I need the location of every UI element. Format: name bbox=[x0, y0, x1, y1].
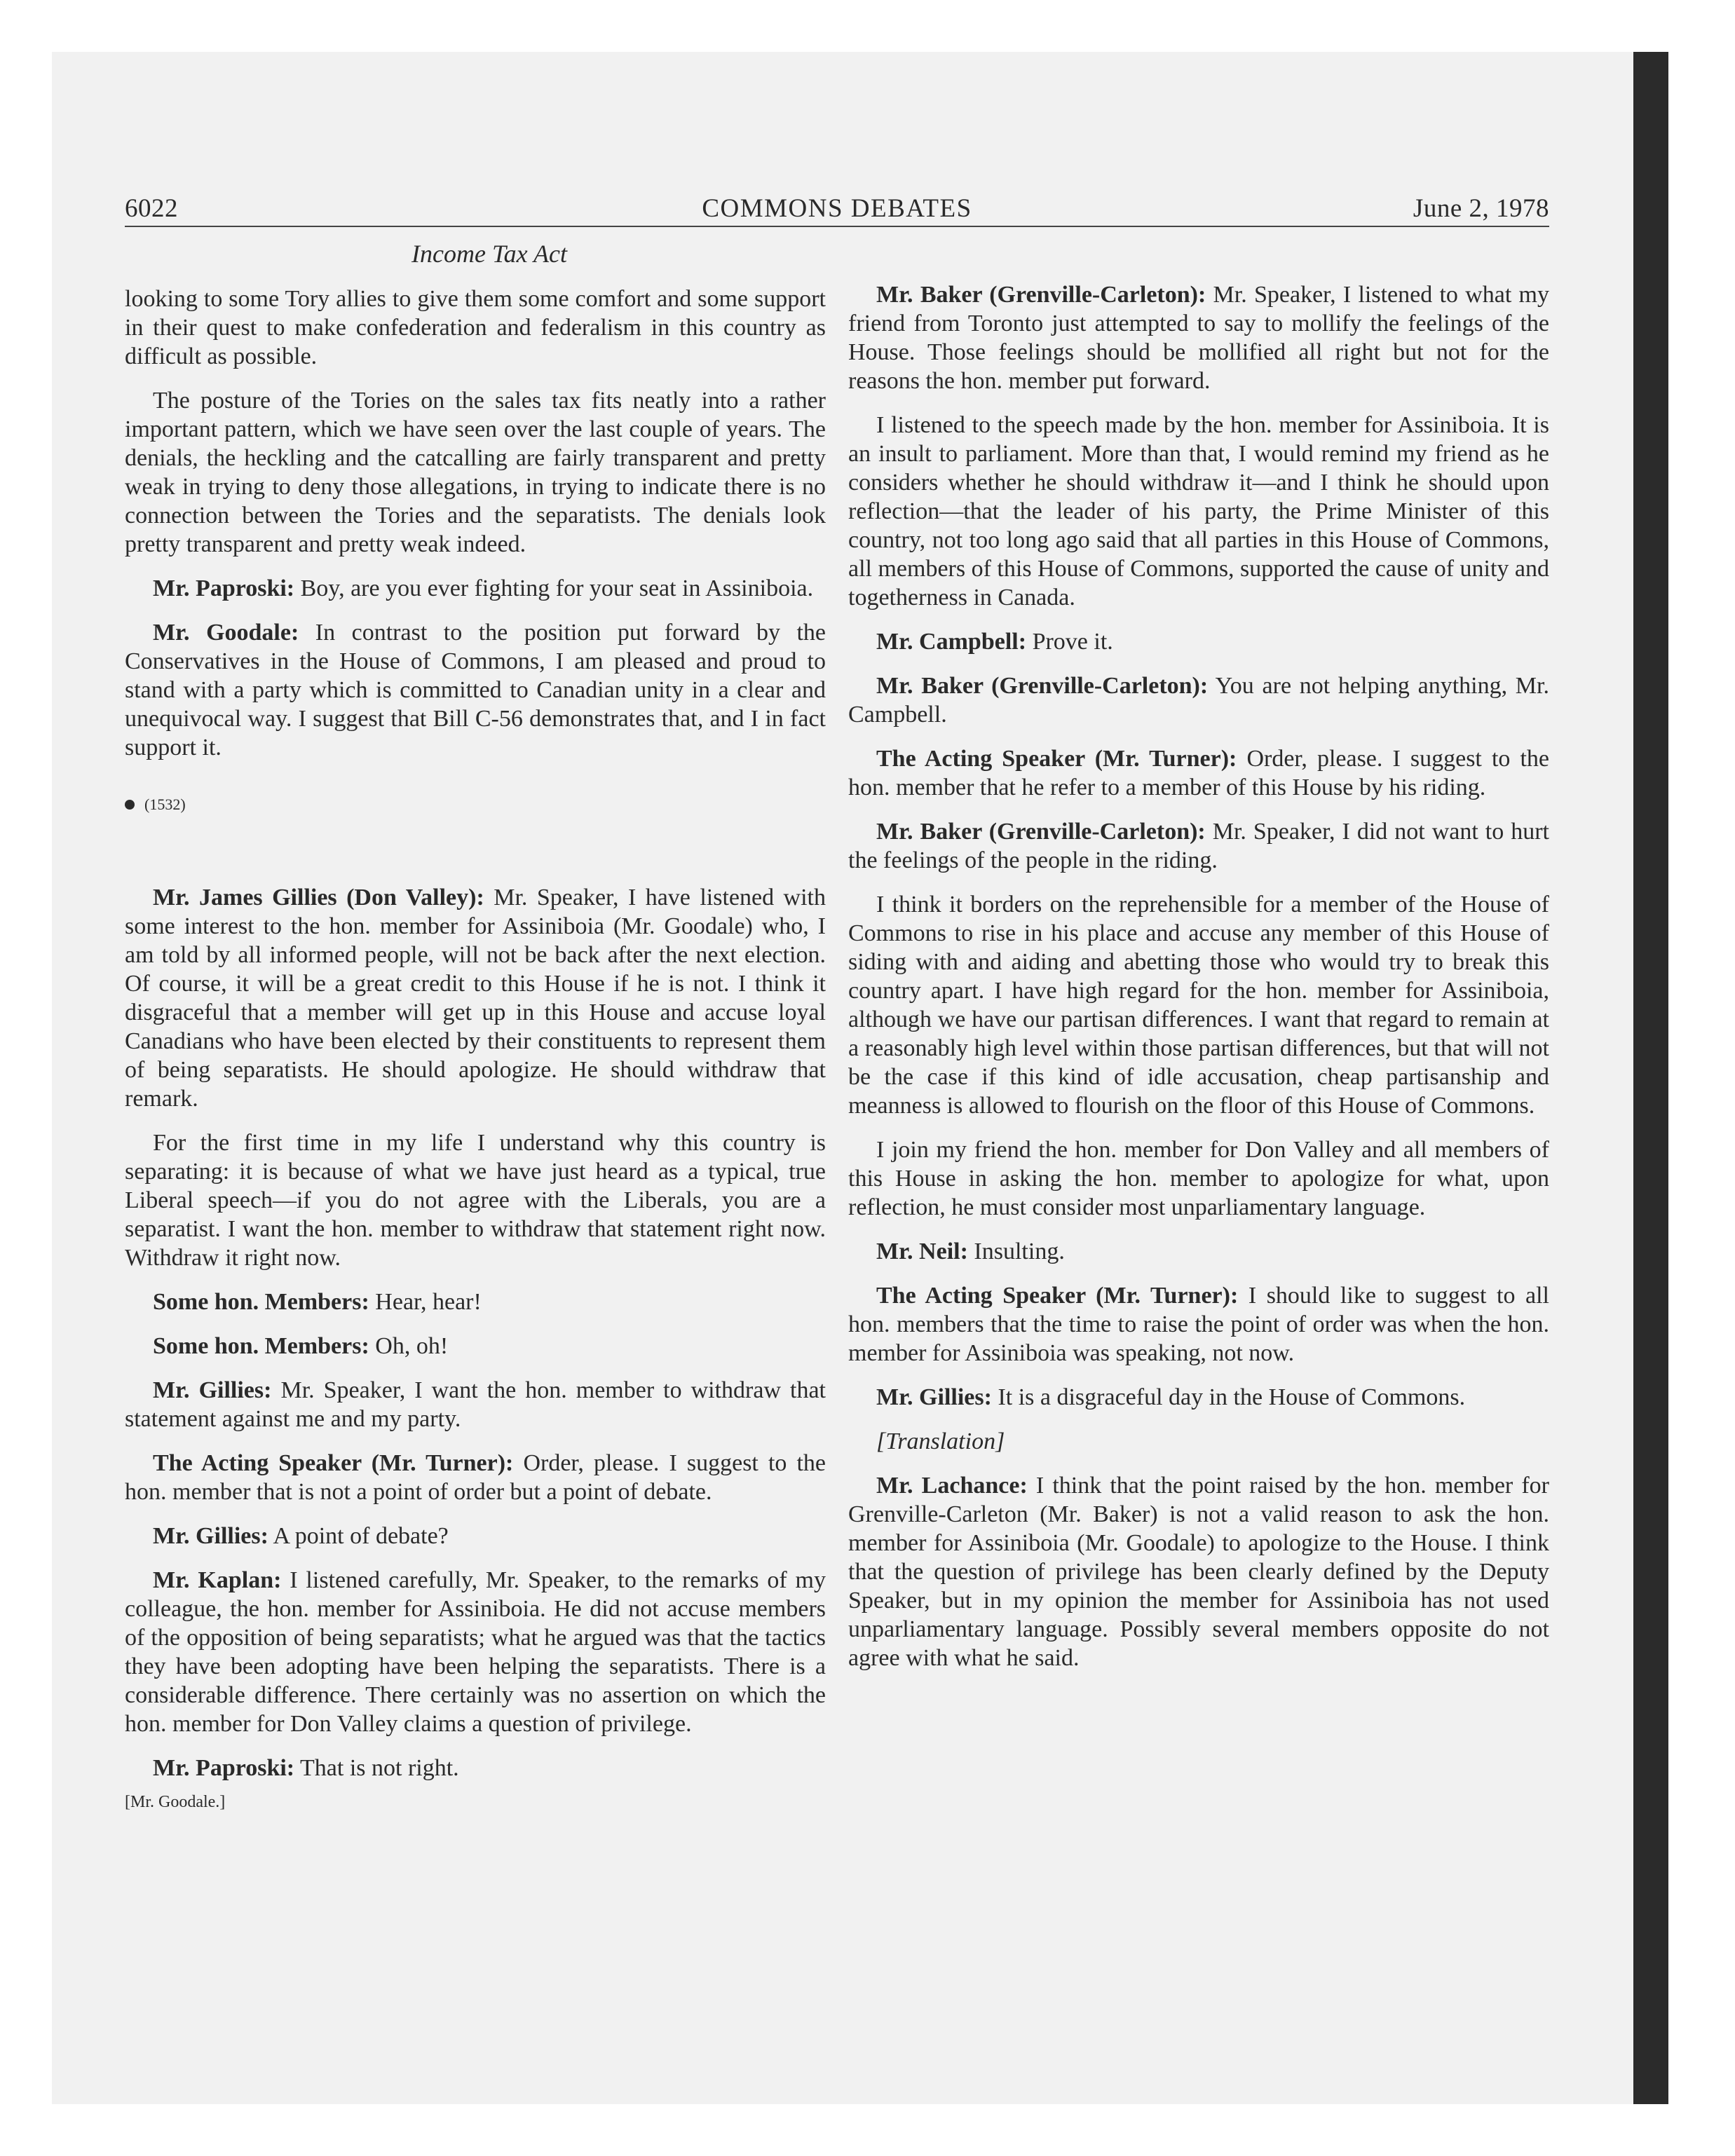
page-number: 6022 bbox=[125, 194, 178, 223]
speaker-name: The Acting Speaker (Mr. Turner): bbox=[153, 1450, 514, 1476]
speaker-name: Mr. Baker (Grenville-Carleton): bbox=[876, 819, 1206, 845]
speech bbox=[125, 883, 826, 1113]
paragraph: The posture of the Tories on the sales tax fits neatly into a rather important pattern, which we have seen over the last couple of years. The denials, the heckling and the catcalling are fairly transparent and pretty weak in trying to deny those allegations, in trying to indicate there is no connection between the Tories and the separatists. The denials look pretty transparent and pretty weak indeed. bbox=[125, 388, 826, 557]
speaker-name: The Acting Speaker (Mr. Turner): bbox=[876, 746, 1237, 772]
bullet-icon bbox=[125, 800, 135, 810]
speaker-name: Mr. Campbell: bbox=[876, 629, 1027, 655]
speech bbox=[125, 618, 826, 762]
speaker-name: Mr. Neil: bbox=[876, 1239, 968, 1264]
scan-edge-bar bbox=[1633, 52, 1668, 2104]
speech-text: I think that the point raised by the hon. member for Grenville-Carleton (Mr. Baker) is not a valid reason to ask the hon. member for Assiniboia (Mr. Goodale) to apologize to the House. I think that the question of privilege has been clearly defined by the Deputy Speaker, but in my opinion the member for Assiniboia has not used unparliamentary language. Possibly several members opposite do not agree with what he said. bbox=[848, 1473, 1550, 1671]
speech bbox=[848, 817, 1549, 875]
speech bbox=[125, 1522, 826, 1550]
speech-text: I listened carefully, Mr. Speaker, to the remarks of my colleague, the hon. member for Assiniboia. He did not accuse members of the opposition of being separatists; what he argued was that the tactics they have been adopting have been helping the separatists. There is a considerable difference. There certainly was no assertion on which the hon. member for Don Valley claims a question of privilege. bbox=[125, 1567, 826, 1737]
speech bbox=[125, 1566, 826, 1738]
speaker-name: Some hon. Members: bbox=[153, 1289, 369, 1315]
speech bbox=[848, 627, 1549, 656]
speaker-name: Mr. Gillies: bbox=[876, 1384, 992, 1410]
speech-text: It is a disgraceful day in the House of Commons. bbox=[991, 1384, 1466, 1410]
speech-text: I should like to suggest to all hon. members that the time to raise the point of order was when the hon. member for Assiniboia was speaking, not now. bbox=[848, 1283, 1549, 1366]
speaker-name: Mr. Paproski: bbox=[153, 1755, 295, 1781]
speaker-attribution-footer: [Mr. Goodale.] bbox=[125, 1793, 226, 1811]
speech-text: A point of debate? bbox=[268, 1523, 449, 1549]
speech bbox=[125, 1449, 826, 1506]
speech bbox=[848, 1471, 1549, 1672]
speech bbox=[848, 671, 1549, 729]
page-date: June 2, 1978 bbox=[1413, 194, 1549, 223]
paragraph: I listened to the speech made by the hon. member for Assiniboia. It is an insult to parliament. More than that, I would remind my friend as he considers whether he should withdraw it—and I think he should upon reflection—that the leader of his party, the Prime Minister of this country, not too long ago said that all parties in this House of Commons, all members of this House of Commons, supported the cause of unity and togetherness in Canada. bbox=[848, 412, 1549, 610]
speech-text: Order, please. I suggest to the hon. member that is not a point of order but a point of debate. bbox=[125, 1450, 826, 1505]
header-rule bbox=[125, 226, 1549, 227]
running-head: Income Tax Act bbox=[411, 240, 567, 268]
page-header bbox=[125, 193, 1549, 227]
speech bbox=[848, 1237, 1549, 1266]
publication-title: COMMONS DEBATES bbox=[702, 194, 972, 223]
speech-text: Prove it. bbox=[1026, 629, 1113, 655]
speech bbox=[125, 574, 826, 603]
speaker-name: Mr. Goodale: bbox=[153, 620, 299, 646]
speech-text: Mr. Speaker, I have listened with some interest to the hon. member for Assiniboia (Mr. Goodale) who, I am told by all informed people, will not be back after the next election. Of course, it will be a great credit to this House if he is not. I think it disgraceful that a member will get up in this House and accuse loyal Canadians who have been elected by their constituents to represent them of being separatists. He should apologize. He should withdraw that remark. bbox=[125, 885, 826, 1112]
paragraph: I think it borders on the reprehensible for a member of the House of Commons to rise in his place and accuse any member of this House of siding with and aiding and abetting those who would try to break this country apart. I have high regard for the hon. member for Assiniboia, although we have our partisan differences. I want that regard to remain at a reasonably high level within those partisan differences, but that will not be the case if this kind of idle accusation, cheap partisanship and meanness is allowed to flourish on the floor of this House of Commons. bbox=[848, 892, 1549, 1119]
speaker-name: Mr. Gillies: bbox=[153, 1377, 272, 1403]
speech bbox=[125, 1376, 826, 1433]
paragraph: looking to some Tory allies to give them some comfort and some support in their quest to make confederation and federalism in this country as difficult as possible. bbox=[125, 286, 826, 369]
speech-text: You are not helping anything, Mr. Campbell. bbox=[848, 673, 1549, 728]
speaker-name: Mr. Baker (Grenville-Carleton): bbox=[876, 673, 1209, 699]
timestamp: (1532) bbox=[144, 796, 186, 813]
speaker-name: The Acting Speaker (Mr. Turner): bbox=[876, 1283, 1239, 1309]
paragraph: I join my friend the hon. member for Don Valley and all members of this House in asking the hon. member to apologize for what, upon reflection, he must consider most unparliamentary language. bbox=[848, 1137, 1549, 1220]
speaker-name: Mr. James Gillies (Don Valley): bbox=[153, 885, 484, 910]
speech-text: Mr. Speaker, I listened to what my friend from Toronto just attempted to say to mollify the feelings of the House. Those feelings should be mollified all right but not for the reasons the hon. member put forward. bbox=[848, 282, 1549, 394]
speaker-name: Mr. Gillies: bbox=[153, 1523, 268, 1549]
speaker-name: Mr. Paproski: bbox=[153, 575, 295, 601]
speech bbox=[848, 280, 1549, 395]
speech-text: In contrast to the position put forward by the Conservatives in the House of Commons, I am pleased and proud to stand with a party which is committed to Canadian unity in a clear and unequivocal way. I suggest that Bill C-56 demonstrates that, and I in fact support it. bbox=[125, 620, 826, 760]
translation-marker: [Translation] bbox=[876, 1428, 1005, 1454]
paragraph: For the first time in my life I understand why this country is separating: it is because of what we have just heard as a typical, true Liberal speech—if you do not agree with the Liberals, you are a separatist. I want the hon. member to withdraw that statement right now. Withdraw it right now. bbox=[125, 1130, 826, 1271]
speech-text: That is not right. bbox=[294, 1755, 459, 1781]
speech-text: Oh, oh! bbox=[369, 1333, 449, 1359]
speech-text: Boy, are you ever fighting for your seat in Assiniboia. bbox=[294, 575, 814, 601]
speech bbox=[848, 1383, 1549, 1412]
right-column bbox=[848, 280, 1549, 1688]
speech bbox=[125, 1754, 826, 1782]
speech bbox=[848, 744, 1549, 802]
speech-text: Hear, hear! bbox=[369, 1289, 482, 1315]
speaker-name: Some hon. Members: bbox=[153, 1333, 369, 1359]
left-column bbox=[125, 238, 826, 1817]
speaker-name: Mr. Kaplan: bbox=[153, 1567, 282, 1593]
timestamp-marker bbox=[125, 790, 826, 819]
speech-text: Mr. Speaker, I want the hon. member to withdraw that statement against me and my party. bbox=[125, 1377, 826, 1432]
speaker-name: Mr. Lachance: bbox=[876, 1473, 1028, 1499]
speech bbox=[848, 1281, 1549, 1367]
speaker-name: Mr. Baker (Grenville-Carleton): bbox=[876, 282, 1206, 308]
speech bbox=[125, 1288, 826, 1316]
speech-text: Insulting. bbox=[967, 1239, 1065, 1264]
speech bbox=[125, 1332, 826, 1360]
speech-text: Order, please. I suggest to the hon. member that he refer to a member of this House by his riding. bbox=[848, 746, 1549, 800]
speech-text: Mr. Speaker, I did not want to hurt the feelings of the people in the riding. bbox=[848, 819, 1549, 873]
